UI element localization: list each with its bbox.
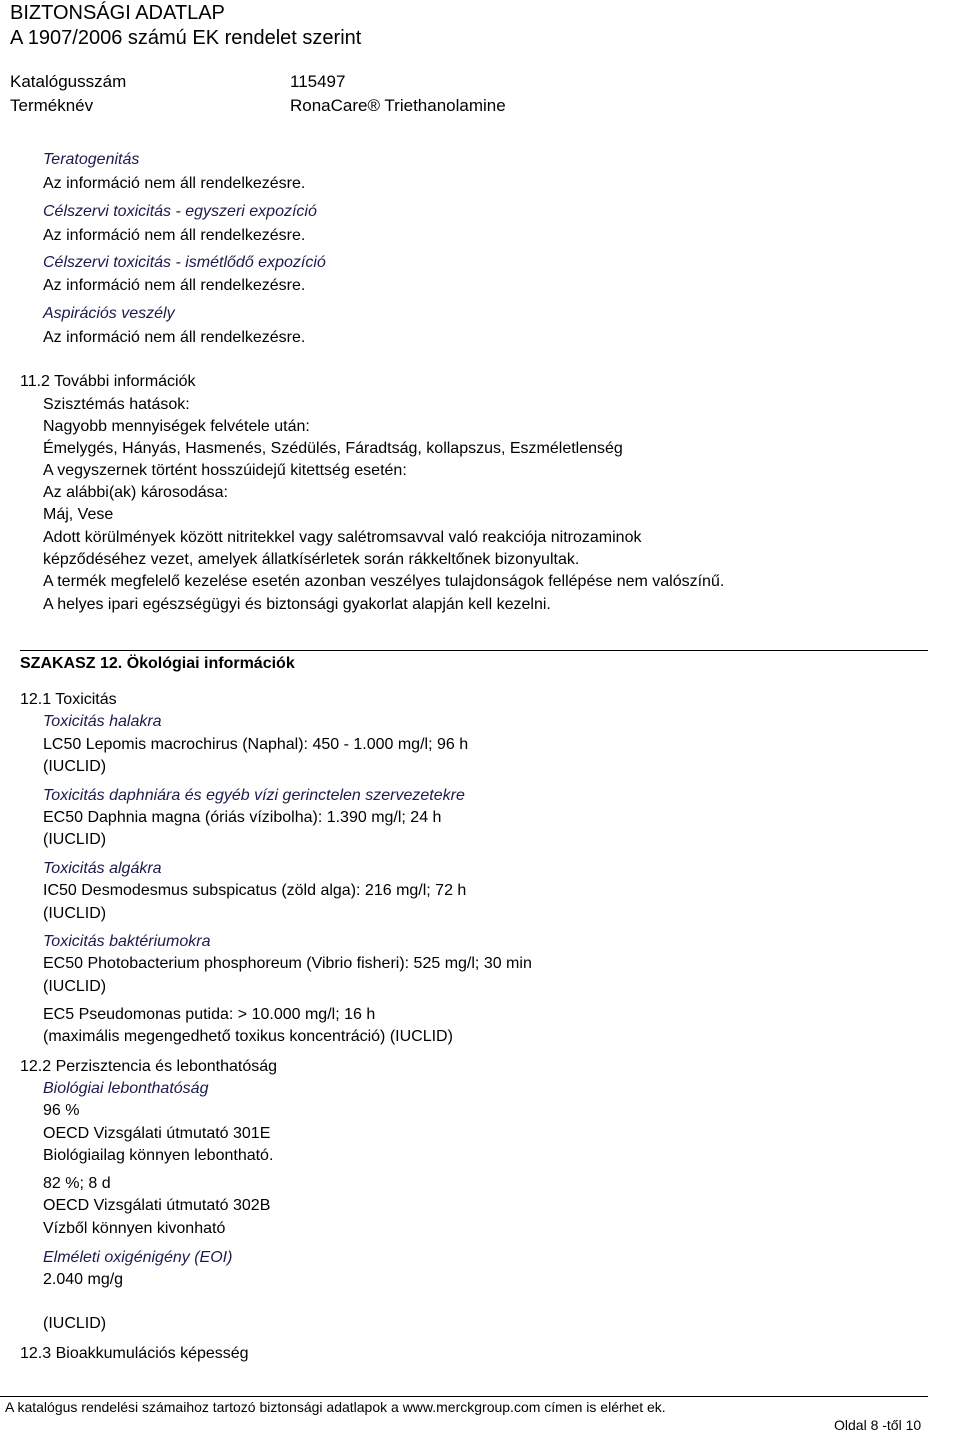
algae-toxicity-source: (IUCLID) xyxy=(43,905,107,922)
fish-toxicity-value: LC50 Lepomis macrochirus (Naphal): 450 - 1.000 mg/l; 96 h xyxy=(43,736,469,753)
section-11-2-heading: 11.2 További információk xyxy=(20,373,196,390)
biodegradability-method: OECD Vizsgálati útmutató 301E xyxy=(43,1125,271,1142)
bacteria-toxicity-value: EC50 Photobacterium phosphoreum (Vibrio fisheri): 525 mg/l; 30 min xyxy=(43,955,532,972)
document-title: BIZTONSÁGI ADATLAP xyxy=(10,2,225,24)
product-name-value: RonaCare® Triethanolamine xyxy=(290,96,506,115)
info-line: Az alábbi(ak) károsodása: xyxy=(43,484,228,501)
stot-repeated-heading: Célszervi toxicitás - ismétlődő expozíció xyxy=(43,254,326,271)
stot-single-text: Az információ nem áll rendelkezésre. xyxy=(43,227,306,244)
info-line: A termék megfelelő kezelése esetén azonban veszélyes tulajdonságok fellépése nem valószínű. xyxy=(43,573,725,590)
document-subtitle: A 1907/2006 számú EK rendelet szerint xyxy=(10,27,362,49)
biodegradability-result: Biológiailag könnyen lebontható. xyxy=(43,1147,274,1164)
daphnia-toxicity-heading: Toxicitás daphniára és egyéb vízi gerinctelen szervezetekre xyxy=(43,787,465,804)
product-name-label: Terméknév xyxy=(10,96,94,115)
section-12-3-heading: 12.3 Bioakkumulációs képesség xyxy=(20,1345,249,1362)
bacteria-toxicity-heading: Toxicitás baktériumokra xyxy=(43,933,211,950)
info-line: képződéséhez vezet, amelyek állatkísérletek során rákkeltőnek bizonyultak. xyxy=(43,551,580,568)
info-line: A helyes ipari egészségügyi és biztonsági gyakorlat alapján kell kezelni. xyxy=(43,596,551,613)
aspiration-heading: Aspirációs veszély xyxy=(43,305,175,322)
info-line: Nagyobb mennyiségek felvétele után: xyxy=(43,418,310,435)
daphnia-toxicity-source: (IUCLID) xyxy=(43,831,107,848)
stot-single-heading: Célszervi toxicitás - egyszeri expozíció xyxy=(43,203,317,220)
elimination-method: OECD Vizsgálati útmutató 302B xyxy=(43,1197,271,1214)
elimination-result: Vízből könnyen kivonható xyxy=(43,1220,226,1237)
page-number: Oldal 8 -től 10 xyxy=(834,1417,922,1433)
biodegradability-value: 96 % xyxy=(43,1102,80,1119)
info-line: Szisztémás hatások: xyxy=(43,396,190,413)
stot-repeated-text: Az információ nem áll rendelkezésre. xyxy=(43,277,306,294)
footer-divider xyxy=(0,1396,928,1397)
fish-toxicity-source: (IUCLID) xyxy=(43,758,107,775)
algae-toxicity-heading: Toxicitás algákra xyxy=(43,860,162,877)
theoretical-oxygen-demand-source: (IUCLID) xyxy=(43,1315,107,1332)
footer-note: A katalógus rendelési számaihoz tartozó biztonsági adatlapok a www.merckgroup.com címen is elérhet ek. xyxy=(5,1399,666,1415)
bacteria-toxicity-source: (IUCLID) xyxy=(43,978,107,995)
pseudomonas-toxicity-note: (maximális megengedhető toxikus koncentráció) (IUCLID) xyxy=(43,1028,453,1045)
teratogenicity-heading: Teratogenitás xyxy=(43,151,140,168)
biodegradability-heading: Biológiai lebonthatóság xyxy=(43,1080,209,1097)
teratogenicity-text: Az információ nem áll rendelkezésre. xyxy=(43,175,306,192)
theoretical-oxygen-demand-value: 2.040 mg/g xyxy=(43,1271,124,1288)
section-12-2-heading: 12.2 Perzisztencia és lebonthatóság xyxy=(20,1058,278,1075)
catalog-number-label: Katalógusszám xyxy=(10,72,127,91)
theoretical-oxygen-demand-heading: Elméleti oxigénigény (EOI) xyxy=(43,1249,233,1266)
catalog-number-value: 115497 xyxy=(290,72,346,91)
elimination-value: 82 %; 8 d xyxy=(43,1175,111,1192)
pseudomonas-toxicity-value: EC5 Pseudomonas putida: > 10.000 mg/l; 16 h xyxy=(43,1006,376,1023)
section-12-title: SZAKASZ 12. Ökológiai információk xyxy=(20,655,295,672)
fish-toxicity-heading: Toxicitás halakra xyxy=(43,713,162,730)
info-line: Máj, Vese xyxy=(43,506,114,523)
algae-toxicity-value: IC50 Desmodesmus subspicatus (zöld alga): 216 mg/l; 72 h xyxy=(43,882,467,899)
section-divider xyxy=(20,650,928,651)
section-12-1-heading: 12.1 Toxicitás xyxy=(20,691,117,708)
info-line: A vegyszernek történt hosszúidejű kitettség esetén: xyxy=(43,462,407,479)
daphnia-toxicity-value: EC50 Daphnia magna (óriás vízibolha): 1.390 mg/l; 24 h xyxy=(43,809,442,826)
info-line: Émelygés, Hányás, Hasmenés, Szédülés, Fáradtság, kollapszus, Eszméletlenség xyxy=(43,440,623,457)
aspiration-text: Az információ nem áll rendelkezésre. xyxy=(43,329,306,346)
info-line: Adott körülmények között nitritekkel vagy salétromsavval való reakciója nitrozaminok xyxy=(43,529,642,546)
